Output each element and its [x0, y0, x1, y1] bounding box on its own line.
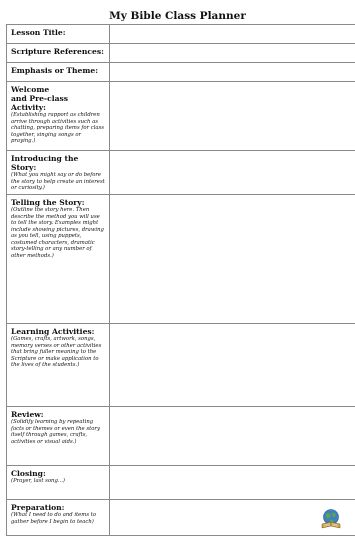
row-label: Preparation:: [11, 503, 65, 512]
row-description: (Prayer, last song...): [11, 478, 65, 484]
telling-story-field[interactable]: [110, 195, 355, 324]
planner-table: [6, 24, 355, 536]
lesson-title-field[interactable]: [110, 25, 355, 44]
closing-field[interactable]: [110, 466, 355, 500]
review-field[interactable]: [110, 407, 355, 466]
page-title: My Bible Class Planner: [109, 10, 246, 22]
preparation-field[interactable]: [110, 500, 355, 536]
row-preparation: [7, 500, 355, 536]
row-label: Emphasis or Theme:: [11, 66, 99, 75]
row-description: (Outline the story here. Then describe the method you will use to tell the story. Examples might include showing pictures, drawing as you tell, using puppets, costumed characters, dramatic story-telling or any number of other methods.): [11, 207, 104, 259]
row-label: Closing:: [11, 469, 46, 478]
row-review: [7, 407, 355, 466]
row-description: (What you might say or do before the story to help create an interest or curiosity.): [11, 172, 105, 191]
globe-bible-icon: [320, 508, 342, 530]
emphasis-theme-field[interactable]: [110, 63, 355, 82]
row-label: Learning Activities:: [11, 327, 95, 336]
row-scripture-references: [7, 44, 355, 63]
row-emphasis-theme: [7, 63, 355, 82]
row-label: Telling the Story:: [11, 198, 85, 207]
row-introducing-story: [7, 151, 355, 195]
row-description: (Games, crafts, artwork, songs, memory verses or other activities that bring fuller meaning to the Scripture or make application to the lives of the students.): [11, 336, 102, 368]
row-lesson-title: [7, 25, 355, 44]
row-description: (What I need to do and items to gather before I begin to teach): [11, 512, 97, 525]
welcome-field[interactable]: [110, 82, 355, 151]
row-label: Welcome and Pre-class Activity:: [11, 85, 69, 112]
row-label: Introducing the Story:: [11, 154, 79, 172]
learning-activities-field[interactable]: [110, 324, 355, 407]
row-closing: [7, 466, 355, 500]
row-description: (Solidify learning by repeating facts or themes or even the story itself through games, crafts, activities or visual aids.): [11, 419, 100, 445]
scripture-references-field[interactable]: [110, 44, 355, 63]
row-label: Scripture References:: [11, 47, 104, 56]
row-label: Review:: [11, 410, 44, 419]
row-description: (Establishing rapport as children arrive through activities such as chatting, preparing items for class together, singing songs or praying.): [11, 112, 104, 144]
row-welcome: [7, 82, 355, 151]
row-label: Lesson Title:: [11, 28, 66, 37]
introducing-story-field[interactable]: [110, 151, 355, 195]
row-telling-story: [7, 195, 355, 324]
row-learning-activities: [7, 324, 355, 407]
